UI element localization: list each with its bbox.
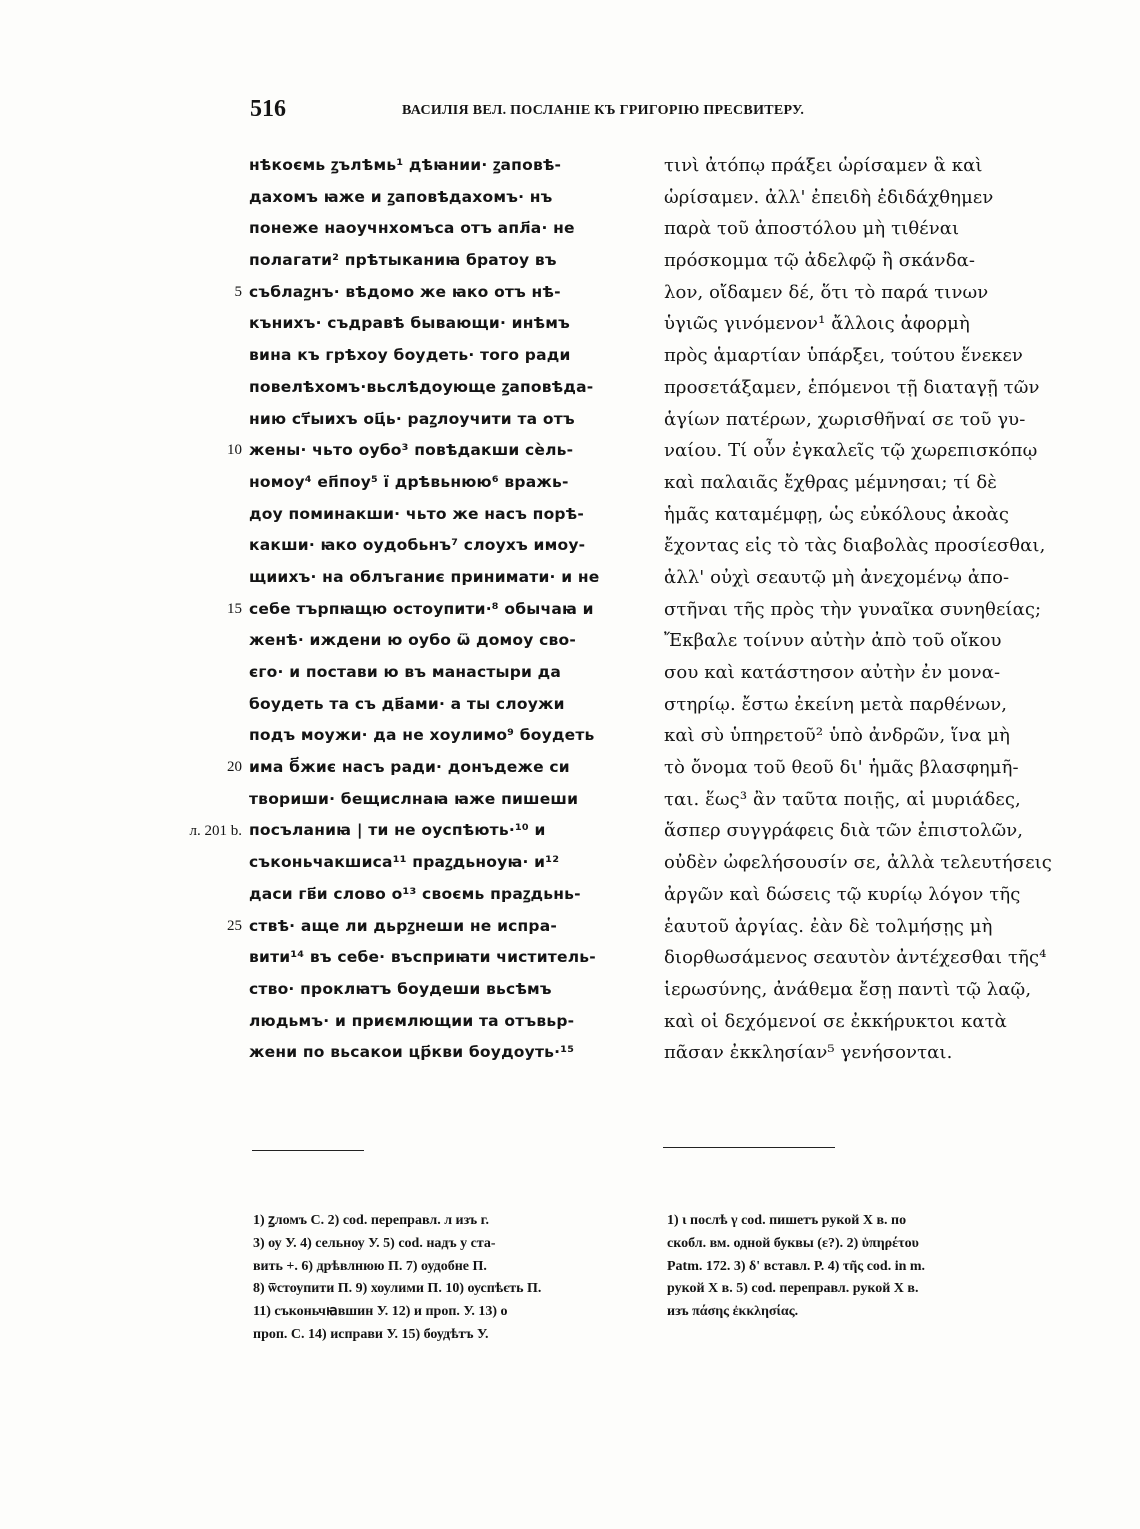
footnote-line: 1) ꙁломъ С. 2) cod. переправл. л изъ г.: [253, 1213, 489, 1228]
greek-text-line: στῆναι τῆς πρὸς τὴν γυναῖκα συνηθείας;: [664, 598, 1042, 620]
greek-text-line: ναίου. Τί οὖν ἐγκαλεῖς τῷ χωρεπισκόπῳ: [664, 440, 1038, 462]
footnote-rule-right: [663, 1147, 835, 1148]
slavonic-text-line: доу поминакши· чьто же насъ порѣ-: [249, 504, 584, 523]
slavonic-text-line: женѣ· иждени ю оубо ѿ домоу сво-: [249, 631, 577, 650]
greek-text-line: διορθωσάμενος σεαυτὸν ἀντέχεσθαι τῆς⁴: [664, 947, 1047, 969]
margin-line-number: 25: [227, 917, 242, 934]
footnote-line: рукой X в. 5) cod. переправл. рукой X в.: [667, 1281, 919, 1297]
slavonic-text-line: жены· чьто оубо³ повѣдакши сѐль-: [249, 441, 574, 460]
footnotes-right: [667, 1210, 1067, 1324]
greek-text-line: ἑαυτοῦ ἀργίας. ἐὰν δὲ τολμήσῃς μὴ: [664, 915, 993, 937]
greek-text-line: προσετάξαμεν, ἑπόμενοι τῇ διαταγῇ τῶν: [664, 376, 1040, 398]
greek-column: [664, 150, 1064, 1069]
slavonic-text-line: вина къ грѣхоу боудеть· того ради: [249, 346, 571, 365]
slavonic-text-line: ство· проклꙗтъ боудеши вьсѣмъ: [249, 979, 552, 998]
slavonic-text-line: кънихъ· съдравѣ бывающи· инѣмъ: [249, 314, 570, 333]
greek-text-line: καὶ σὺ ὑπηρετοῦ² ὑπὸ ἀνδρῶν, ἵνα μὴ: [664, 725, 1011, 747]
footnote-rule-left: [252, 1150, 364, 1151]
slavonic-text-line: нию ст҃ыихъ оц҃ь· раꙁлоучити та отъ: [249, 409, 575, 428]
greek-text-line: ὑγιῶς γινόμενον¹ ἄλλοις ἀφορμὴ: [664, 313, 970, 335]
greek-text-line: ἱερωσύνης, ἀνάθεμα ἔσῃ παντὶ τῷ λαῷ,: [664, 978, 1032, 1000]
slavonic-text-line: понеже наоучнхомъса отъ апл҃а· не: [249, 219, 575, 238]
greek-text-line: σου καὶ κατάστησον αὐτὴν ἐν μονα-: [664, 662, 1001, 683]
slavonic-text-line: нѣкоємь ꙁълѣмь¹ дѣꙗнии· ꙁаповѣ-: [249, 156, 562, 174]
greek-text-line: πρὸς ἁμαρτίαν ὑπάρξει, τούτου ἕνεκεν: [664, 345, 1023, 367]
footnote-line: Patm. 172. 3) δ' вставл. Р. 4) τῆς cod. in m.: [667, 1258, 926, 1274]
footnote-line: 1) ι послѣ γ cod. пишетъ рукой X в. по: [667, 1213, 907, 1228]
slavonic-text-line: повелѣхомъ·вьслѣдоующе ꙁаповѣда-: [249, 377, 594, 396]
slavonic-text-line: даси гв҃и слово о¹³ своємь праꙁдьнь-: [249, 884, 581, 903]
margin-line-number: 5: [234, 283, 242, 300]
greek-text-line: πᾶσαν ἐκκλησίαν⁵ γενήσονται.: [664, 1042, 953, 1064]
slavonic-text-line: себе търпꙗщю остоупити·⁸ обычаꙗ и: [249, 599, 594, 618]
slavonic-text-line: номоу⁴ еп҃поу⁵ ї дрѣвьнюю⁶ вражь-: [249, 472, 569, 491]
page-number: 516: [250, 96, 286, 122]
slavonic-text-line: посъланиꙗ | ти не оуспѣють·¹⁰ и: [249, 821, 546, 840]
greek-text-line: παρὰ τοῦ ἀποστόλου μὴ τιθέναι: [664, 218, 960, 240]
slavonic-text-line: твориши· бещислнаꙗ ꙗже пишеши: [249, 789, 579, 808]
footnote-line: изъ πάσης ἐκκλησίας.: [667, 1304, 799, 1320]
slavonic-text-line: єго· и постави ю въ манастыри да: [249, 663, 562, 681]
greek-text-line: λον, οἴδαμεν δέ, ὅτι τὸ παρά τινων: [664, 281, 989, 303]
greek-text-line: ἀργῶν καὶ δώσεις τῷ κυρίῳ λόγον τῆς: [664, 883, 1021, 905]
greek-text-line: τινὶ ἀτόπῳ πράξει ὡρίσαμεν ἃ καὶ: [664, 155, 983, 176]
footnote-line: 11) съконьчꙗвшин У. 12) и проп. У. 13) о: [253, 1304, 508, 1320]
margin-line-number: 20: [227, 759, 242, 776]
greek-text-line: ται. ἕως³ ἂν ταῦτα ποιῇς, αἱ μυριάδες,: [664, 788, 1021, 810]
margin-line-number: 15: [227, 600, 242, 617]
slavonic-text-line: людьмъ· и приємлющии та отъвьр-: [249, 1011, 575, 1030]
greek-text-line: πρόσκομμα τῷ ἀδελφῷ ἢ σκάνδα-: [664, 250, 976, 272]
footnote-line: скобл. вм. одной буквы (ε?). 2) ὑπηρέτου: [667, 1235, 919, 1251]
greek-text-line: καὶ οἱ δεχόμενοί σε ἐκκήρυκτοι κατὰ: [664, 1010, 1007, 1032]
greek-text-line: ἡμᾶς καταμέμφῃ, ὡς εὐκόλους ἀκοὰς: [664, 503, 1010, 525]
running-head: ВАСИЛІЯ ВЕЛ. ПОСЛАНІЕ КЪ ГРИГОРІЮ ПРЕСВИТЕРУ.: [402, 103, 805, 118]
greek-text-line: ἁγίων πατέρων, χωρισθῆναί σε τοῦ γυ-: [664, 408, 1026, 430]
greek-text-line: καὶ παλαιᾶς ἔχθρας μέμνησαι; τί δὲ: [664, 471, 998, 493]
slavonic-text-line: какши· ꙗко оудобьнъ⁷ слоухъ имоу-: [249, 536, 586, 555]
greek-text-line: στηρίῳ. ἔστω ἐκείνη μετὰ παρθένων,: [664, 693, 1008, 715]
footnotes-left: [253, 1210, 643, 1347]
slavonic-text-line: има б҃жиє насъ ради· донъдеже си: [249, 758, 570, 777]
slavonic-text-line: полагати² прѣтыканиꙗ братоу въ: [249, 251, 557, 270]
greek-text-line: τὸ ὄνομα τοῦ θεοῦ δι' ἡμᾶς βλασφημῆ-: [664, 757, 1019, 779]
greek-text-line: ὡρίσαμεν. ἀλλ' ἐπειδὴ ἐδιδάχθημεν: [664, 186, 994, 208]
slavonic-text-line: жени по вьсакои цр҃кви боудоуть·¹⁵: [249, 1043, 575, 1062]
margin-line-number: 10: [227, 442, 242, 459]
page-header: [250, 96, 890, 128]
greek-text-line: οὐδὲν ὠφελήσουσίν σε, ἀλλὰ τελευτήσεις: [664, 852, 1052, 874]
footnote-line: 8) ѿстоупити П. 9) хоулими П. 10) оуспѣєть П.: [253, 1281, 542, 1297]
footnote-line: 3) оу У. 4) сельноу У. 5) cod. надъ у ста-: [253, 1235, 496, 1251]
greek-text-line: ἔχοντας εἰς τὸ τὰς διαβολὰς προσίεσθαι,: [664, 535, 1046, 557]
slavonic-text-line: щиихъ· на облъганиє принимати· и не: [249, 567, 600, 586]
footnote-line: проп. С. 14) исправи У. 15) боудѣтъ У.: [253, 1326, 489, 1342]
slavonic-text-line: ствѣ· аще ли дьрꙁнеши не испра-: [249, 916, 558, 935]
slavonic-column: [249, 150, 642, 1069]
slavonic-text-line: подъ моужи· да не хоулимо⁹ боудеть: [249, 726, 595, 745]
greek-text-line: ἀλλ' οὐχὶ σεαυτῷ μὴ ἀνεχομένῳ ἀπο-: [664, 566, 1010, 588]
margin-line-number: л. 201 b.: [189, 822, 242, 839]
greek-text-line: ἅσπερ συγγράφεις διὰ τῶν ἐπιστολῶν,: [664, 820, 1024, 842]
footnote-line: вить +. 6) дрѣвлнюю П. 7) оудобне П.: [253, 1258, 487, 1274]
slavonic-text-line: съконьчакшиса¹¹ праꙁдьноуꙗ· и¹²: [249, 853, 560, 872]
greek-text-line: Ἔκβαλε τοίνυν αὐτὴν ἀπὸ τοῦ οἴκου: [664, 630, 1002, 652]
slavonic-text-line: вити¹⁴ въ себе· въсприꙗти чиститель-: [249, 948, 596, 967]
slavonic-text-line: боудеть та съ дв҃ами· а ты слоужи: [249, 694, 565, 713]
slavonic-text-line: дахомъ ꙗже и ꙁаповѣдахомъ· нъ: [249, 187, 553, 206]
slavonic-text-line: съблаꙁнъ· вѣдомо же ꙗко отъ нѣ-: [249, 282, 561, 301]
